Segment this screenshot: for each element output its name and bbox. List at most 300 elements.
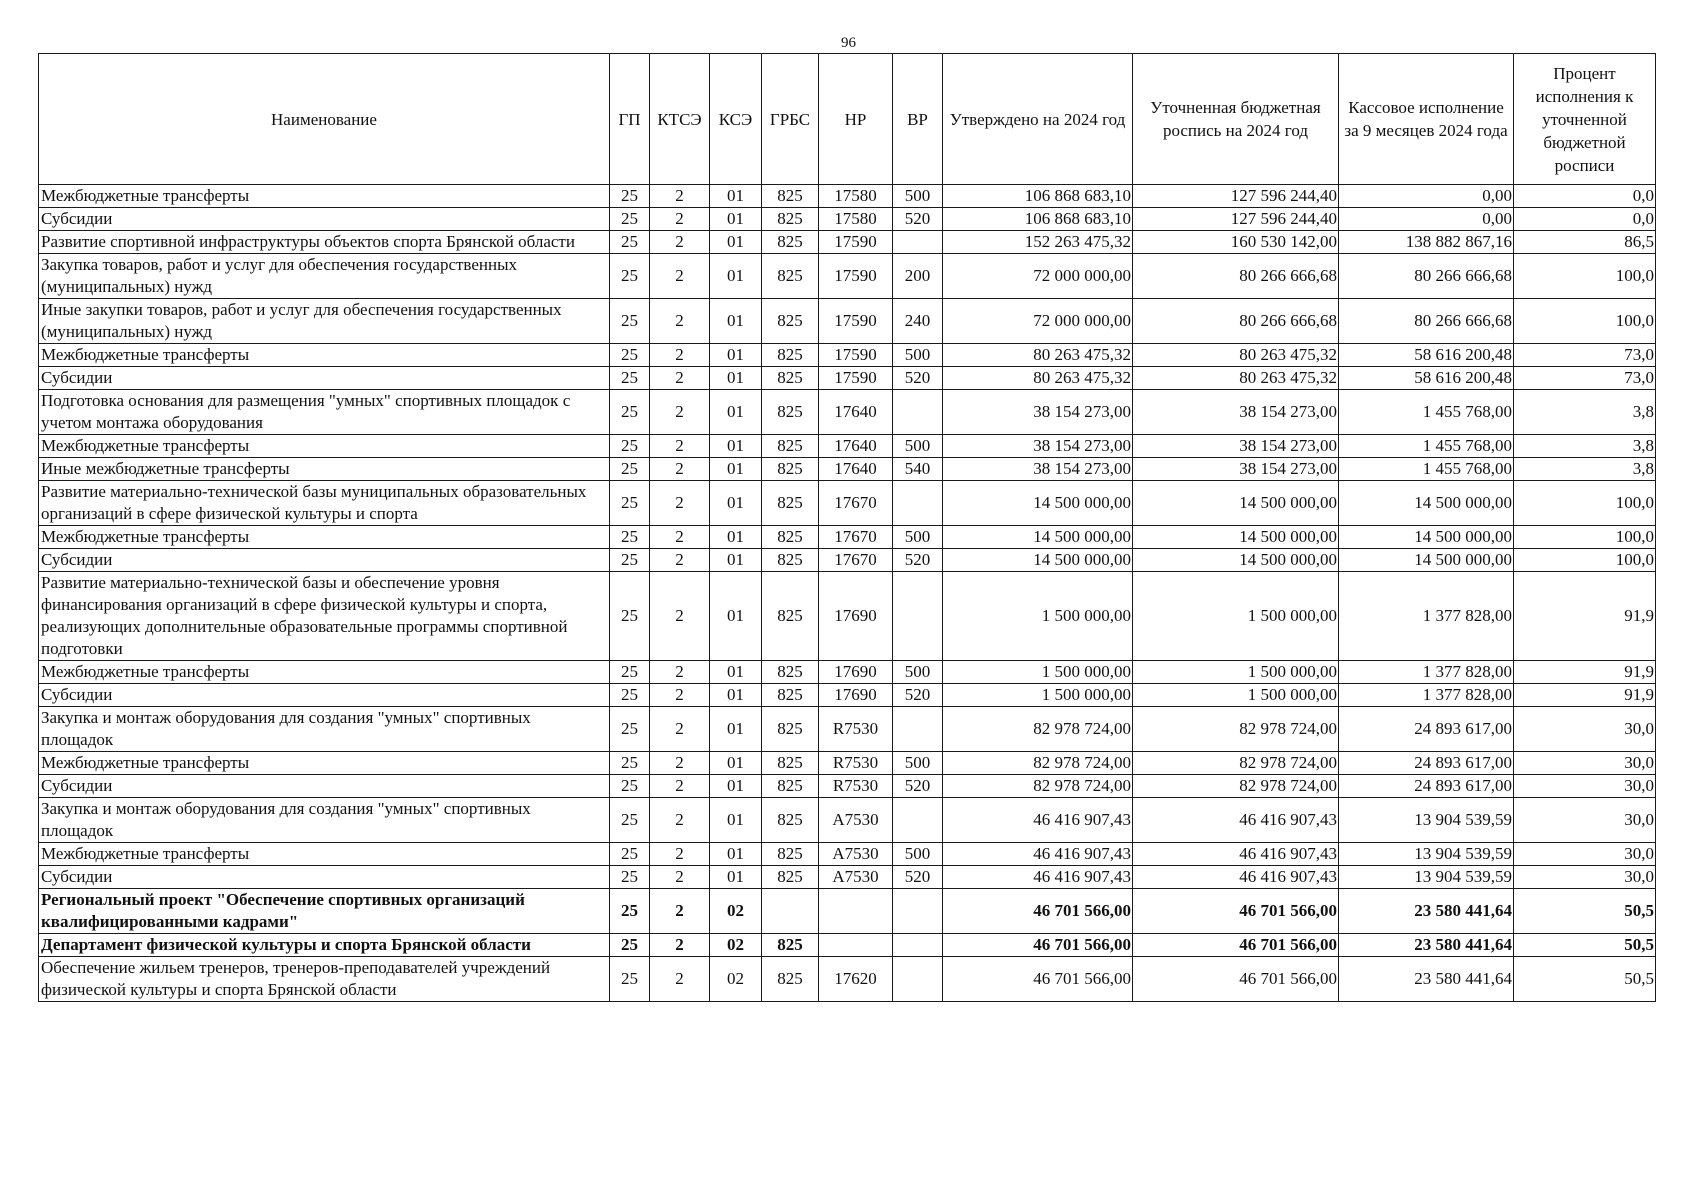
cell-nr: 17590 xyxy=(819,231,893,254)
cell-ktse: 2 xyxy=(650,435,710,458)
table-row xyxy=(39,843,1656,866)
cell-percent: 50,5 xyxy=(1514,957,1656,1002)
cell-name: Межбюджетные трансферты xyxy=(39,344,610,367)
page-number: 96 xyxy=(841,35,856,51)
cell-name: Межбюджетные трансферты xyxy=(39,752,610,775)
cell-name: Региональный проект "Обеспечение спортивных организаций квалифицированными кадрами" xyxy=(39,889,610,934)
cell-cash: 138 882 867,16 xyxy=(1339,231,1514,254)
table-row xyxy=(39,208,1656,231)
cell-percent: 100,0 xyxy=(1514,549,1656,572)
cell-percent: 100,0 xyxy=(1514,254,1656,299)
cell-ktse: 2 xyxy=(650,208,710,231)
cell-refined: 46 416 907,43 xyxy=(1133,798,1339,843)
cell-approved: 1 500 000,00 xyxy=(943,572,1133,661)
cell-nr: 17640 xyxy=(819,458,893,481)
cell-ktse: 2 xyxy=(650,254,710,299)
cell-nr: 17670 xyxy=(819,481,893,526)
cell-cash: 14 500 000,00 xyxy=(1339,526,1514,549)
cell-refined: 80 266 666,68 xyxy=(1133,299,1339,344)
cell-grbs: 825 xyxy=(762,390,819,435)
cell-grbs: 825 xyxy=(762,934,819,957)
cell-grbs: 825 xyxy=(762,208,819,231)
cell-kse: 01 xyxy=(710,866,762,889)
header-name: Наименование xyxy=(39,54,610,185)
cell-grbs: 825 xyxy=(762,957,819,1002)
table-row xyxy=(39,254,1656,299)
header-gp: ГП xyxy=(610,54,650,185)
cell-kse: 01 xyxy=(710,185,762,208)
cell-nr: 17690 xyxy=(819,661,893,684)
cell-ktse: 2 xyxy=(650,889,710,934)
header-grbs: ГРБС xyxy=(762,54,819,185)
cell-percent: 50,5 xyxy=(1514,889,1656,934)
cell-vr xyxy=(893,707,943,752)
table-row xyxy=(39,866,1656,889)
cell-vr xyxy=(893,481,943,526)
cell-percent: 100,0 xyxy=(1514,481,1656,526)
cell-refined: 80 263 475,32 xyxy=(1133,367,1339,390)
cell-vr xyxy=(893,957,943,1002)
cell-kse: 01 xyxy=(710,684,762,707)
cell-grbs: 825 xyxy=(762,185,819,208)
cell-name: Иные закупки товаров, работ и услуг для обеспечения государственных (муниципальных) нужд xyxy=(39,299,610,344)
cell-gp: 25 xyxy=(610,798,650,843)
cell-kse: 01 xyxy=(710,254,762,299)
cell-kse: 01 xyxy=(710,798,762,843)
cell-nr: 17620 xyxy=(819,957,893,1002)
cell-kse: 01 xyxy=(710,549,762,572)
cell-nr xyxy=(819,934,893,957)
header-vr: ВР xyxy=(893,54,943,185)
cell-grbs: 825 xyxy=(762,684,819,707)
cell-ktse: 2 xyxy=(650,934,710,957)
cell-kse: 01 xyxy=(710,843,762,866)
table-row xyxy=(39,231,1656,254)
cell-grbs: 825 xyxy=(762,299,819,344)
cell-vr: 200 xyxy=(893,254,943,299)
cell-nr: 17580 xyxy=(819,208,893,231)
cell-approved: 1 500 000,00 xyxy=(943,684,1133,707)
cell-cash: 80 266 666,68 xyxy=(1339,254,1514,299)
cell-percent: 30,0 xyxy=(1514,707,1656,752)
cell-grbs: 825 xyxy=(762,526,819,549)
cell-cash: 23 580 441,64 xyxy=(1339,957,1514,1002)
cell-vr xyxy=(893,934,943,957)
cell-approved: 46 701 566,00 xyxy=(943,934,1133,957)
cell-approved: 72 000 000,00 xyxy=(943,254,1133,299)
cell-cash: 24 893 617,00 xyxy=(1339,752,1514,775)
cell-refined: 1 500 000,00 xyxy=(1133,572,1339,661)
cell-ktse: 2 xyxy=(650,458,710,481)
cell-percent: 91,9 xyxy=(1514,661,1656,684)
cell-gp: 25 xyxy=(610,208,650,231)
cell-cash: 14 500 000,00 xyxy=(1339,481,1514,526)
cell-approved: 38 154 273,00 xyxy=(943,390,1133,435)
cell-nr: 17640 xyxy=(819,435,893,458)
cell-kse: 01 xyxy=(710,458,762,481)
cell-percent: 3,8 xyxy=(1514,390,1656,435)
cell-gp: 25 xyxy=(610,661,650,684)
table-row xyxy=(39,185,1656,208)
cell-cash: 80 266 666,68 xyxy=(1339,299,1514,344)
cell-kse: 01 xyxy=(710,752,762,775)
cell-cash: 24 893 617,00 xyxy=(1339,707,1514,752)
cell-approved: 106 868 683,10 xyxy=(943,185,1133,208)
cell-name: Развитие материально-технической базы муниципальных образовательных организаций в сфере физической культуры и спорта xyxy=(39,481,610,526)
cell-refined: 38 154 273,00 xyxy=(1133,458,1339,481)
cell-approved: 38 154 273,00 xyxy=(943,458,1133,481)
cell-refined: 14 500 000,00 xyxy=(1133,549,1339,572)
cell-vr: 500 xyxy=(893,752,943,775)
budget-table xyxy=(38,53,1656,1002)
cell-name: Развитие спортивной инфраструктуры объектов спорта Брянской области xyxy=(39,231,610,254)
cell-gp: 25 xyxy=(610,572,650,661)
cell-grbs: 825 xyxy=(762,231,819,254)
cell-cash: 1 377 828,00 xyxy=(1339,684,1514,707)
cell-vr: 500 xyxy=(893,843,943,866)
cell-name: Департамент физической культуры и спорта Брянской области xyxy=(39,934,610,957)
table-row xyxy=(39,549,1656,572)
cell-kse: 01 xyxy=(710,481,762,526)
cell-kse: 02 xyxy=(710,889,762,934)
cell-refined: 127 596 244,40 xyxy=(1133,185,1339,208)
cell-approved: 72 000 000,00 xyxy=(943,299,1133,344)
cell-cash: 13 904 539,59 xyxy=(1339,843,1514,866)
cell-cash: 0,00 xyxy=(1339,208,1514,231)
cell-approved: 46 416 907,43 xyxy=(943,866,1133,889)
cell-nr: R7530 xyxy=(819,707,893,752)
cell-ktse: 2 xyxy=(650,549,710,572)
cell-vr xyxy=(893,572,943,661)
cell-nr: 17690 xyxy=(819,572,893,661)
cell-cash: 13 904 539,59 xyxy=(1339,798,1514,843)
table-row xyxy=(39,707,1656,752)
cell-vr: 240 xyxy=(893,299,943,344)
cell-approved: 80 263 475,32 xyxy=(943,344,1133,367)
table-row xyxy=(39,481,1656,526)
cell-percent: 30,0 xyxy=(1514,775,1656,798)
cell-percent: 86,5 xyxy=(1514,231,1656,254)
cell-nr: 17590 xyxy=(819,367,893,390)
table-row xyxy=(39,572,1656,661)
cell-nr: 17580 xyxy=(819,185,893,208)
cell-cash: 58 616 200,48 xyxy=(1339,344,1514,367)
cell-refined: 82 978 724,00 xyxy=(1133,752,1339,775)
cell-gp: 25 xyxy=(610,299,650,344)
cell-kse: 01 xyxy=(710,775,762,798)
cell-kse: 01 xyxy=(710,231,762,254)
cell-percent: 0,0 xyxy=(1514,185,1656,208)
cell-gp: 25 xyxy=(610,231,650,254)
cell-grbs: 825 xyxy=(762,344,819,367)
cell-grbs: 825 xyxy=(762,458,819,481)
cell-refined: 46 416 907,43 xyxy=(1133,843,1339,866)
cell-cash: 0,00 xyxy=(1339,185,1514,208)
cell-gp: 25 xyxy=(610,481,650,526)
cell-vr: 500 xyxy=(893,344,943,367)
cell-percent: 73,0 xyxy=(1514,344,1656,367)
cell-gp: 25 xyxy=(610,435,650,458)
cell-refined: 46 701 566,00 xyxy=(1133,957,1339,1002)
cell-cash: 1 455 768,00 xyxy=(1339,390,1514,435)
cell-approved: 14 500 000,00 xyxy=(943,481,1133,526)
cell-ktse: 2 xyxy=(650,957,710,1002)
cell-approved: 82 978 724,00 xyxy=(943,752,1133,775)
cell-vr: 520 xyxy=(893,208,943,231)
cell-nr xyxy=(819,889,893,934)
cell-vr: 500 xyxy=(893,661,943,684)
cell-refined: 46 701 566,00 xyxy=(1133,934,1339,957)
cell-approved: 46 416 907,43 xyxy=(943,798,1133,843)
table-row xyxy=(39,390,1656,435)
cell-percent: 30,0 xyxy=(1514,798,1656,843)
cell-name: Развитие материально-технической базы и обеспечение уровня финансирования организаций в сфере физической культуры и спорта, реализующих дополнительные образовательные программы спортивной подготовки xyxy=(39,572,610,661)
cell-percent: 91,9 xyxy=(1514,572,1656,661)
cell-percent: 3,8 xyxy=(1514,435,1656,458)
table-row xyxy=(39,752,1656,775)
cell-cash: 1 455 768,00 xyxy=(1339,435,1514,458)
cell-approved: 80 263 475,32 xyxy=(943,367,1133,390)
cell-kse: 02 xyxy=(710,957,762,1002)
cell-kse: 01 xyxy=(710,299,762,344)
cell-grbs: 825 xyxy=(762,661,819,684)
cell-nr: R7530 xyxy=(819,775,893,798)
cell-refined: 14 500 000,00 xyxy=(1133,526,1339,549)
table-row xyxy=(39,798,1656,843)
cell-cash: 1 377 828,00 xyxy=(1339,572,1514,661)
cell-name: Закупка и монтаж оборудования для создания "умных" спортивных площадок xyxy=(39,707,610,752)
header-nr: НР xyxy=(819,54,893,185)
cell-approved: 14 500 000,00 xyxy=(943,526,1133,549)
cell-nr: R7530 xyxy=(819,752,893,775)
cell-kse: 01 xyxy=(710,208,762,231)
cell-approved: 106 868 683,10 xyxy=(943,208,1133,231)
cell-kse: 01 xyxy=(710,707,762,752)
table-row xyxy=(39,458,1656,481)
cell-ktse: 2 xyxy=(650,752,710,775)
header-refined: Уточненная бюджетная роспись на 2024 год xyxy=(1133,54,1339,185)
cell-nr: A7530 xyxy=(819,798,893,843)
cell-percent: 30,0 xyxy=(1514,843,1656,866)
cell-grbs: 825 xyxy=(762,549,819,572)
cell-grbs: 825 xyxy=(762,866,819,889)
cell-vr xyxy=(893,390,943,435)
cell-kse: 01 xyxy=(710,435,762,458)
cell-vr: 520 xyxy=(893,684,943,707)
cell-name: Субсидии xyxy=(39,684,610,707)
cell-nr: 17590 xyxy=(819,299,893,344)
cell-ktse: 2 xyxy=(650,707,710,752)
cell-kse: 01 xyxy=(710,526,762,549)
cell-grbs: 825 xyxy=(762,254,819,299)
cell-refined: 1 500 000,00 xyxy=(1133,684,1339,707)
cell-ktse: 2 xyxy=(650,572,710,661)
cell-refined: 1 500 000,00 xyxy=(1133,661,1339,684)
cell-vr: 520 xyxy=(893,367,943,390)
cell-refined: 80 263 475,32 xyxy=(1133,344,1339,367)
cell-grbs: 825 xyxy=(762,707,819,752)
cell-approved: 46 701 566,00 xyxy=(943,889,1133,934)
cell-ktse: 2 xyxy=(650,344,710,367)
cell-gp: 25 xyxy=(610,752,650,775)
cell-refined: 160 530 142,00 xyxy=(1133,231,1339,254)
table-row xyxy=(39,775,1656,798)
cell-vr xyxy=(893,889,943,934)
cell-cash: 1 377 828,00 xyxy=(1339,661,1514,684)
cell-refined: 46 701 566,00 xyxy=(1133,889,1339,934)
cell-refined: 46 416 907,43 xyxy=(1133,866,1339,889)
header-percent: Процент исполнения к уточненной бюджетной росписи xyxy=(1514,54,1656,185)
cell-refined: 14 500 000,00 xyxy=(1133,481,1339,526)
cell-name: Межбюджетные трансферты xyxy=(39,843,610,866)
cell-gp: 25 xyxy=(610,843,650,866)
cell-grbs: 825 xyxy=(762,798,819,843)
table-header-row xyxy=(39,54,1656,185)
cell-gp: 25 xyxy=(610,957,650,1002)
cell-gp: 25 xyxy=(610,367,650,390)
cell-vr: 500 xyxy=(893,435,943,458)
cell-nr: 17640 xyxy=(819,390,893,435)
cell-cash: 13 904 539,59 xyxy=(1339,866,1514,889)
cell-vr: 520 xyxy=(893,866,943,889)
cell-vr: 520 xyxy=(893,549,943,572)
cell-nr: 17670 xyxy=(819,526,893,549)
cell-ktse: 2 xyxy=(650,231,710,254)
cell-gp: 25 xyxy=(610,707,650,752)
cell-gp: 25 xyxy=(610,344,650,367)
cell-nr: 17590 xyxy=(819,254,893,299)
cell-name: Субсидии xyxy=(39,367,610,390)
cell-percent: 50,5 xyxy=(1514,934,1656,957)
cell-name: Субсидии xyxy=(39,208,610,231)
cell-percent: 0,0 xyxy=(1514,208,1656,231)
cell-refined: 80 266 666,68 xyxy=(1133,254,1339,299)
cell-grbs: 825 xyxy=(762,843,819,866)
cell-grbs: 825 xyxy=(762,435,819,458)
cell-vr: 500 xyxy=(893,526,943,549)
cell-grbs: 825 xyxy=(762,752,819,775)
cell-approved: 46 416 907,43 xyxy=(943,843,1133,866)
cell-cash: 14 500 000,00 xyxy=(1339,549,1514,572)
cell-refined: 82 978 724,00 xyxy=(1133,775,1339,798)
cell-grbs: 825 xyxy=(762,775,819,798)
cell-name: Обеспечение жильем тренеров, тренеров-преподавателей учреждений физической культуры и спорта Брянской области xyxy=(39,957,610,1002)
cell-nr: 17670 xyxy=(819,549,893,572)
cell-refined: 127 596 244,40 xyxy=(1133,208,1339,231)
cell-kse: 01 xyxy=(710,390,762,435)
cell-gp: 25 xyxy=(610,684,650,707)
cell-kse: 02 xyxy=(710,934,762,957)
cell-gp: 25 xyxy=(610,889,650,934)
cell-ktse: 2 xyxy=(650,866,710,889)
cell-ktse: 2 xyxy=(650,390,710,435)
cell-ktse: 2 xyxy=(650,526,710,549)
cell-ktse: 2 xyxy=(650,775,710,798)
cell-approved: 14 500 000,00 xyxy=(943,549,1133,572)
cell-gp: 25 xyxy=(610,254,650,299)
table-row xyxy=(39,299,1656,344)
table-row xyxy=(39,684,1656,707)
cell-approved: 46 701 566,00 xyxy=(943,957,1133,1002)
cell-cash: 1 455 768,00 xyxy=(1339,458,1514,481)
cell-name: Закупка товаров, работ и услуг для обеспечения государственных (муниципальных) нужд xyxy=(39,254,610,299)
cell-ktse: 2 xyxy=(650,684,710,707)
table-row xyxy=(39,957,1656,1002)
cell-kse: 01 xyxy=(710,661,762,684)
cell-name: Межбюджетные трансферты xyxy=(39,661,610,684)
cell-approved: 38 154 273,00 xyxy=(943,435,1133,458)
cell-cash: 24 893 617,00 xyxy=(1339,775,1514,798)
cell-kse: 01 xyxy=(710,367,762,390)
cell-grbs: 825 xyxy=(762,367,819,390)
table-row xyxy=(39,344,1656,367)
header-ktse: КТСЭ xyxy=(650,54,710,185)
cell-percent: 100,0 xyxy=(1514,299,1656,344)
cell-ktse: 2 xyxy=(650,185,710,208)
cell-approved: 1 500 000,00 xyxy=(943,661,1133,684)
cell-ktse: 2 xyxy=(650,299,710,344)
cell-percent: 30,0 xyxy=(1514,866,1656,889)
cell-percent: 91,9 xyxy=(1514,684,1656,707)
table-row xyxy=(39,526,1656,549)
cell-ktse: 2 xyxy=(650,481,710,526)
cell-ktse: 2 xyxy=(650,798,710,843)
cell-cash: 23 580 441,64 xyxy=(1339,934,1514,957)
cell-cash: 23 580 441,64 xyxy=(1339,889,1514,934)
cell-name: Иные межбюджетные трансферты xyxy=(39,458,610,481)
cell-grbs: 825 xyxy=(762,572,819,661)
table-row xyxy=(39,889,1656,934)
header-cash: Кассовое исполнение за 9 месяцев 2024 года xyxy=(1339,54,1514,185)
cell-vr xyxy=(893,798,943,843)
cell-gp: 25 xyxy=(610,934,650,957)
cell-name: Межбюджетные трансферты xyxy=(39,435,610,458)
table-row xyxy=(39,661,1656,684)
cell-gp: 25 xyxy=(610,775,650,798)
cell-nr: 17690 xyxy=(819,684,893,707)
cell-ktse: 2 xyxy=(650,843,710,866)
cell-percent: 73,0 xyxy=(1514,367,1656,390)
table-body xyxy=(39,185,1656,1002)
header-kse: КСЭ xyxy=(710,54,762,185)
cell-grbs xyxy=(762,889,819,934)
cell-percent: 3,8 xyxy=(1514,458,1656,481)
cell-percent: 100,0 xyxy=(1514,526,1656,549)
cell-gp: 25 xyxy=(610,526,650,549)
cell-ktse: 2 xyxy=(650,367,710,390)
cell-approved: 152 263 475,32 xyxy=(943,231,1133,254)
cell-gp: 25 xyxy=(610,390,650,435)
cell-refined: 38 154 273,00 xyxy=(1133,390,1339,435)
header-approved: Утверждено на 2024 год xyxy=(943,54,1133,185)
cell-grbs: 825 xyxy=(762,481,819,526)
cell-gp: 25 xyxy=(610,185,650,208)
cell-name: Субсидии xyxy=(39,775,610,798)
cell-percent: 30,0 xyxy=(1514,752,1656,775)
cell-name: Субсидии xyxy=(39,549,610,572)
cell-cash: 58 616 200,48 xyxy=(1339,367,1514,390)
table-row xyxy=(39,435,1656,458)
cell-nr: A7530 xyxy=(819,843,893,866)
cell-refined: 38 154 273,00 xyxy=(1133,435,1339,458)
cell-name: Субсидии xyxy=(39,866,610,889)
cell-gp: 25 xyxy=(610,866,650,889)
table-row xyxy=(39,934,1656,957)
cell-nr: A7530 xyxy=(819,866,893,889)
table-row xyxy=(39,367,1656,390)
cell-name: Межбюджетные трансферты xyxy=(39,185,610,208)
cell-name: Подготовка основания для размещения "умных" спортивных площадок с учетом монтажа оборудования xyxy=(39,390,610,435)
